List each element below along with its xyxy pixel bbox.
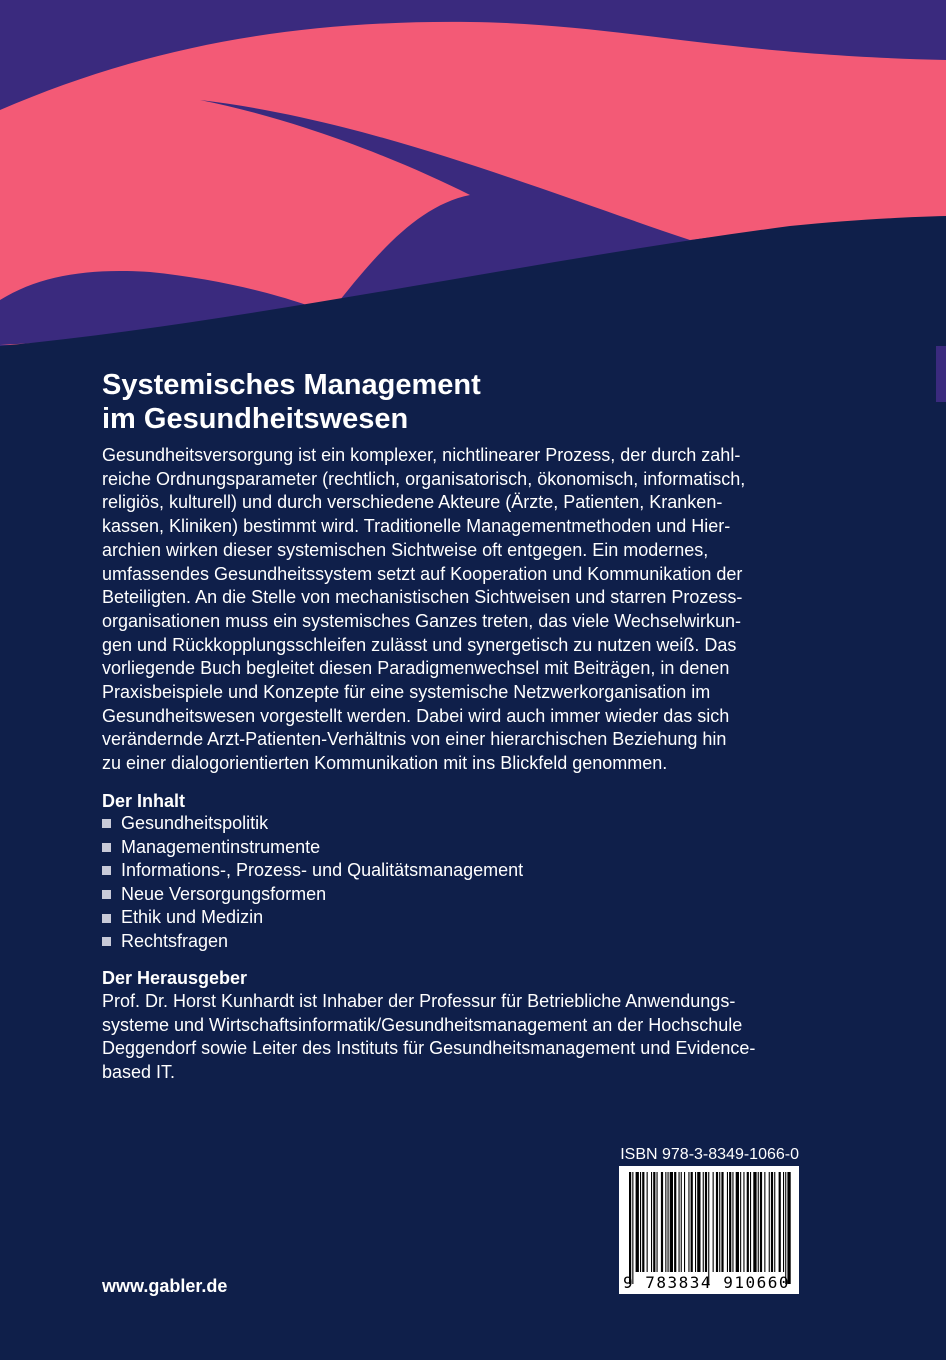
barcode-bar <box>705 1172 707 1272</box>
barcode-bar <box>771 1172 773 1272</box>
editor-line: Prof. Dr. Horst Kunhardt ist Inhaber der Professur für Betriebliche Anwendungs- <box>102 991 736 1011</box>
title-line-1: Systemisches Management <box>102 369 481 401</box>
barcode-bar <box>665 1172 666 1272</box>
isbn-label: ISBN 978-3-8349-1066-0 <box>620 1146 799 1163</box>
barcode-bar <box>753 1172 756 1272</box>
description-line: reiche Ordnungsparameter (rechtlich, organisatorisch, ökonomisch, informatisch, <box>102 468 746 489</box>
barcode-bar <box>632 1172 633 1284</box>
list-item-label: Informations-, Prozess- und Qualitätsmanagement <box>121 860 524 881</box>
barcode-bar <box>716 1172 718 1272</box>
description-line: religiös, kulturell) und durch verschiedene Akteure (Ärzte, Patienten, Kranken- <box>102 492 723 513</box>
description-line: kassen, Kliniken) bestimmt wird. Traditionelle Managementmethoden und Hier- <box>102 516 731 537</box>
description-line: vorliegende Buch begleitet diesen Paradigmenwechsel mit Beiträgen, in denen <box>102 658 730 679</box>
list-item <box>102 836 523 860</box>
side-tab-decoration <box>936 346 946 402</box>
book-description <box>102 444 802 776</box>
barcode-bar <box>758 1172 759 1272</box>
description-line: Gesundheitswesen vorgestellt werden. Dabei wird auch immer wieder das sich <box>102 705 730 726</box>
barcode-bar <box>727 1172 728 1272</box>
description-line: Beteiligten. An die Stelle von mechanistischen Sichtweisen und starren Prozess- <box>102 587 743 608</box>
list-item <box>102 859 523 883</box>
barcode-bar <box>713 1172 714 1272</box>
barcode-bar <box>642 1172 644 1272</box>
barcode-bar <box>743 1172 744 1272</box>
editor-biography <box>102 990 802 1084</box>
list-item <box>102 930 523 954</box>
barcode-bar <box>647 1172 648 1272</box>
square-bullet-icon <box>102 843 111 852</box>
list-item <box>102 883 523 907</box>
barcode-bar <box>668 1172 669 1272</box>
barcode-bar <box>688 1172 689 1272</box>
barcode-bar <box>629 1172 631 1284</box>
barcode <box>619 1166 799 1294</box>
square-bullet-icon <box>102 866 111 875</box>
barcode-bar <box>732 1172 733 1272</box>
square-bullet-icon <box>102 819 111 828</box>
barcode-bar <box>670 1172 673 1272</box>
description-line: gen und Rückkopplungsschleifen zulässt und synergetisch zu nutzen weiß. Das <box>102 634 737 655</box>
barcode-bar <box>697 1172 700 1272</box>
barcode-bar <box>760 1172 762 1272</box>
title-line-2: im Gesundheitswesen <box>102 403 409 435</box>
list-item-label: Neue Versorgungsformen <box>121 883 327 904</box>
contents-list <box>102 812 523 954</box>
square-bullet-icon <box>102 937 111 946</box>
barcode-bar <box>636 1172 639 1272</box>
barcode-bar <box>684 1172 685 1272</box>
barcode-bar <box>703 1172 704 1272</box>
barcode-bar <box>729 1172 731 1272</box>
editor-line: systeme und Wirtschaftsinformatik/Gesundheitsmanagement an der Hochschule <box>102 1014 743 1035</box>
description-line: Gesundheitsversorgung ist ein komplexer, nichtlinearer Prozess, der durch zahl- <box>102 445 741 465</box>
description-line: umfassendes Gesundheitssystem setzt auf Kooperation und Kommunikation der <box>102 563 743 584</box>
square-bullet-icon <box>102 890 111 899</box>
barcode-bar <box>769 1172 770 1272</box>
barcode-bar <box>719 1172 720 1272</box>
barcode-bar <box>681 1172 682 1272</box>
description-line: zu einer dialogorientierten Kommunikation mit ins Blickfeld genommen. <box>102 753 668 774</box>
barcode-digits: 9 783834 910660 <box>623 1273 790 1292</box>
editor-line: based IT. <box>102 1061 176 1082</box>
barcode-bar <box>783 1172 784 1272</box>
editor-heading: Der Herausgeber <box>102 968 248 988</box>
barcode-bar <box>787 1172 790 1284</box>
barcode-bar <box>764 1172 765 1272</box>
barcode-bar <box>661 1172 663 1272</box>
list-item <box>102 906 523 930</box>
square-bullet-icon <box>102 914 111 923</box>
barcode-bar <box>674 1172 676 1272</box>
description-line: verändernde Arzt-Patienten-Verhältnis von einer hierarchischen Beziehung hin <box>102 729 727 750</box>
barcode-bar <box>708 1172 709 1284</box>
barcode-bar <box>750 1172 751 1272</box>
barcode-bar <box>721 1172 723 1272</box>
barcode-bar <box>657 1172 658 1272</box>
barcode-bar <box>736 1172 739 1272</box>
barcode-bar <box>653 1172 655 1272</box>
barcode-bar <box>640 1172 641 1272</box>
list-item-label: Gesundheitspolitik <box>121 813 269 833</box>
barcode-bar <box>785 1172 786 1284</box>
barcode-bar <box>691 1172 693 1272</box>
list-item-label: Managementinstrumente <box>121 836 321 857</box>
description-line: organisationen muss ein systemisches Ganzes treten, das viele Wechselwirkun- <box>102 610 741 631</box>
editor-line: Deggendorf sowie Leiter des Instituts für Gesundheitsmanagement und Evidence- <box>102 1038 756 1059</box>
description-line: Praxisbeispiele und Konzepte für eine systemische Netzwerkorganisation im <box>102 682 711 703</box>
barcode-bar <box>779 1172 781 1272</box>
list-item <box>102 812 523 836</box>
barcode-bar <box>774 1172 775 1272</box>
barcode-bar <box>679 1172 680 1272</box>
publisher-url: www.gabler.de <box>102 1276 228 1296</box>
list-item-label: Ethik und Medizin <box>121 907 264 928</box>
barcode-bar <box>651 1172 652 1272</box>
barcode-bar <box>695 1172 696 1272</box>
barcode-bar <box>740 1172 741 1272</box>
contents-heading: Der Inhalt <box>102 791 186 811</box>
list-item-label: Rechtsfragen <box>121 930 229 951</box>
book-title <box>102 368 822 436</box>
description-line: archien wirken dieser systemischen Sichtweise oft entgegen. Ein modernes, <box>102 539 709 560</box>
barcode-bar <box>747 1172 749 1272</box>
cover-banner-graphic <box>0 0 946 350</box>
